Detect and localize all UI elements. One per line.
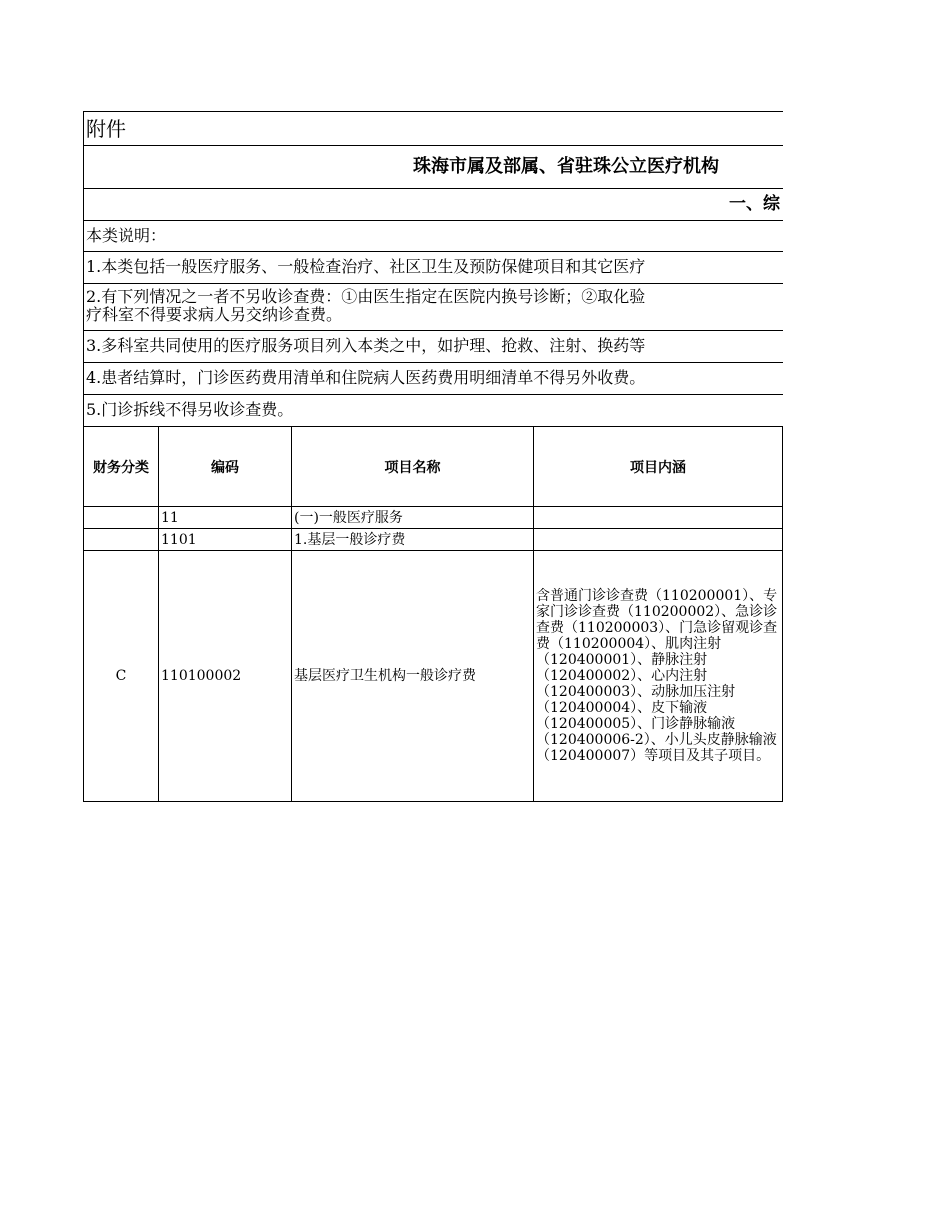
section-title: 一、综 — [83, 189, 783, 221]
cell-category — [84, 507, 159, 529]
cell-code: 110100002 — [159, 551, 292, 802]
spreadsheet-page — [83, 111, 783, 802]
cell-name: 1.基层一般诊疗费 — [292, 529, 534, 551]
fee-table — [83, 426, 783, 802]
cell-description: 含普通门诊诊查费（110200001）、专家门诊诊查费（110200002）、急诊诊查费（110200003）、门急诊留观诊查费（110200004）、肌肉注射（120400001）、静脉注射（120400002）、心内注射（120400003）、动脉加压注射（120400004）、皮下输液（120400005）、门诊静脉输液（120400006-2）、小儿头皮静脉输液（120400007）等项目及其子项目。 — [534, 551, 783, 802]
cell-description — [534, 529, 783, 551]
note-item-2-line-1: 2.有下列情况之一者不另收诊查费：①由医生指定在医院内换号诊断；②取化验 — [86, 287, 646, 306]
table-row — [84, 529, 783, 551]
header-name: 项目名称 — [292, 427, 534, 507]
header-code: 编码 — [159, 427, 292, 507]
table-row — [84, 507, 783, 529]
cell-code: 11 — [159, 507, 292, 529]
header-category: 财务分类 — [84, 427, 159, 507]
cell-name: (一)一般医疗服务 — [292, 507, 534, 529]
table-header-row — [84, 427, 783, 507]
cell-code: 1101 — [159, 529, 292, 551]
attachment-label: 附件 — [83, 111, 783, 146]
cell-category: C — [84, 551, 159, 802]
document-title: 珠海市属及部属、省驻珠公立医疗机构 — [83, 146, 783, 189]
header-description: 项目内涵 — [534, 427, 783, 507]
cell-category — [84, 529, 159, 551]
note-item-2-line-2: 疗科室不得要求病人另交纳诊查费。 — [86, 305, 343, 324]
table-row — [84, 551, 783, 802]
note-item-4: 4.患者结算时，门诊医药费用清单和住院病人医药费用明细清单不得另外收费。 — [83, 363, 783, 395]
note-item-5: 5.门诊拆线不得另收诊查费。 — [83, 395, 783, 426]
cell-name: 基层医疗卫生机构一般诊疗费 — [292, 551, 534, 802]
note-item-3: 3.多科室共同使用的医疗服务项目列入本类之中，如护理、抢救、注射、换药等 — [83, 331, 783, 363]
note-item-1: 1.本类包括一般医疗服务、一般检查治疗、社区卫生及预防保健项目和其它医疗 — [83, 252, 783, 284]
note-item-2 — [83, 284, 783, 331]
notes-heading: 本类说明： — [83, 221, 783, 252]
cell-description — [534, 507, 783, 529]
